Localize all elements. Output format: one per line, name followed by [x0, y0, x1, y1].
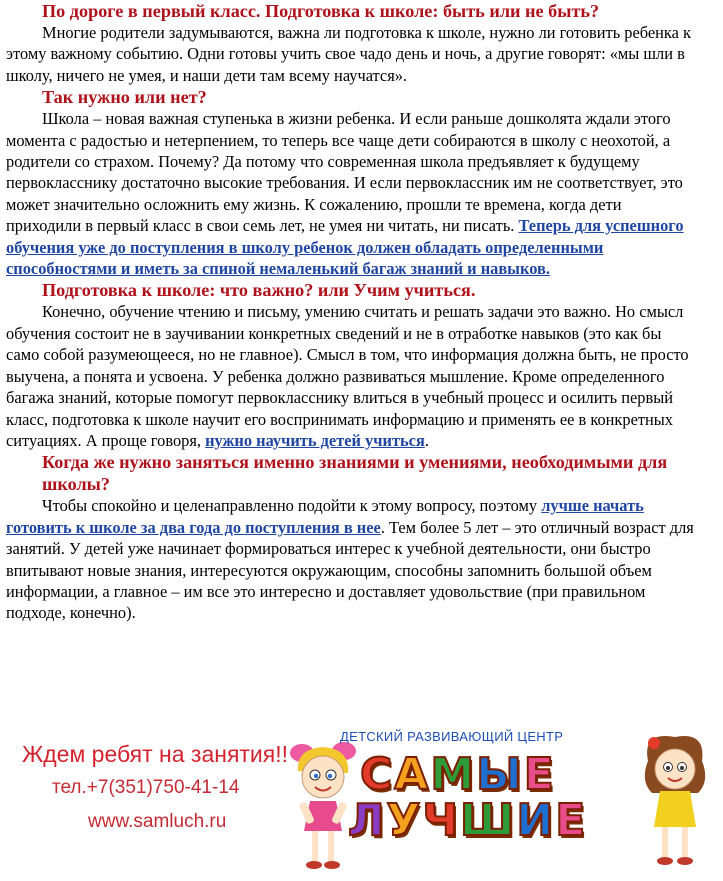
paragraph-when-to-start-end: . Тем более 5 лет – это отличный возраст для занятий. У детей уже начинает формироваться интерес к учебной деятельности, они быстро впитывают новые знания, интересуются окружающим, способны запомнить большой объем информации, а главное – им все это интересно и доставляет удовольствие (при правильном подходе, конечно). [6, 517, 694, 623]
paragraph-learn-to-learn-text: Конечно, обучение чтению и письму, умению считать и решать задачи это важно. Но смысл обучения состоит не в заучивании конкретных сведений и не в отработке навыков (это как бы само собой разумеющееся, но не главное). Смысл в том, что информация должна быть, не просто выучена, а понята и усвоена. У ребенка должно развиваться мышление. Кроме определенного багажа знаний, которые помогут первокласснику влиться в учебный процесс и осилить первый класс, подготовка к школе научит его воспринимать информацию и применять ее в конкретных ситуациях. А проще говоря, [6, 302, 689, 450]
logo-letter: У [386, 795, 423, 846]
logo-letter: С [360, 749, 395, 800]
logo-letter: И [516, 795, 556, 846]
paragraph-when-to-start [6, 495, 698, 623]
link-teach-children-to-learn[interactable]: нужно научить детей учиться [205, 430, 425, 450]
center-logo [288, 725, 720, 880]
logo-letter: М [430, 749, 477, 800]
logo-letter: Л [348, 795, 387, 846]
paragraph-learn-to-learn-end: . [424, 430, 429, 450]
link-start-two-years-early[interactable]: лучше начать готовить к школе за два года до поступления в нее [6, 496, 644, 537]
promo-title: Ждем ребят на занятия!! [22, 741, 289, 767]
paragraph-when-to-start-text: Чтобы спокойно и целенаправленно подойти к этому вопросу, поэтому [42, 496, 542, 516]
paragraph-learn-to-learn [6, 301, 698, 451]
heading-need-or-not: Так нужно или нет? [42, 87, 207, 108]
cartoon-girl-right-icon [640, 731, 710, 871]
logo-letter: Е [555, 795, 588, 846]
heading-what-matters: Подготовка к школе: что важно? или Учим учиться. [42, 280, 476, 301]
article-body [6, 0, 698, 624]
logo-letter: Ч [422, 795, 461, 846]
paragraph-school-step [6, 108, 698, 279]
paragraph-school-step-text: Школа – новая важная ступенька в жизни ребенка. И если раньше дошколята ждали этого момента с радостью и нетерпением, то теперь все чаще дети собираются в школу с неохотой, а родители со страхом. Почему? Да потому что современная школа предъявляет к будущему первокласснику достаточно высокие требования. И если первоклассник им не соответствует, это может значительно осложнить ему жизнь. К сожалению, прошли те времена, когда дети приходили в первый класс в свои семь лет, не умея ни читать, ни писать. [6, 109, 683, 236]
heading-when-to-start: Когда же нужно заняться именно знаниями и умениями, необходимыми для школы? [42, 452, 668, 495]
promo-website-link[interactable]: www.samluch.ru [88, 811, 227, 832]
heading-first-grade: По дороге в первый класс. Подготовка к школе: быть или не быть? [42, 1, 600, 21]
logo-letter: Ы [476, 749, 524, 800]
paragraph-intro: Многие родители задумываются, важна ли подготовка к школе, нужно ли готовить ребенка к этому важному событию. Одни готовы учить свое чадо день и ночь, а другие говорят: «мы шли в школу, ничего не умея, и наши дети там всему научатся». [6, 23, 691, 85]
logo-tagline: ДЕТСКИЙ РАЗВИВАЮЩИЙ ЦЕНТР [340, 729, 564, 744]
logo-word-luchshie [348, 797, 587, 845]
logo-letter: Е [523, 749, 556, 800]
promo-phone[interactable]: тел.+7(351)750-41-14 [52, 777, 240, 798]
logo-word-samye [360, 751, 556, 799]
promo-footer [0, 725, 723, 880]
logo-letter: Ш [460, 795, 517, 846]
link-successful-learning[interactable]: Теперь для успешного обучения уже до поступления в школу ребенок должен обладать определенными способностями и иметь за спиной немаленький багаж знаний и навыков. [6, 216, 684, 279]
logo-letter: А [394, 749, 431, 800]
